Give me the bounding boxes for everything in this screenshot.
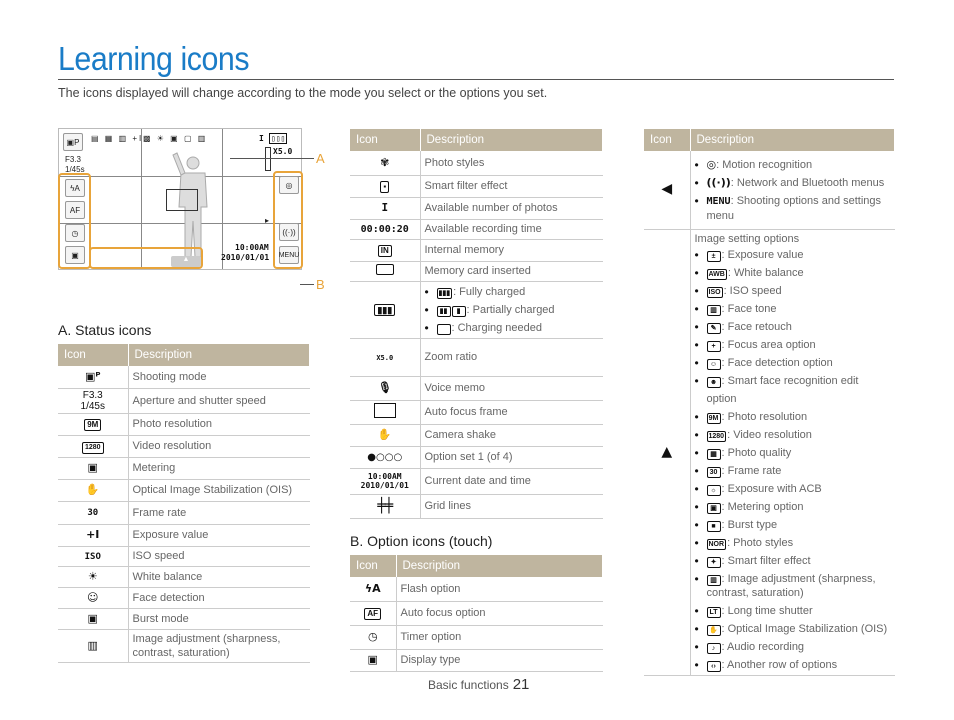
battery-partial-item bbox=[425, 301, 599, 319]
motion-recognition-item bbox=[695, 156, 891, 174]
status-desc: White balance bbox=[128, 566, 310, 587]
screen-time: 10:00AM bbox=[235, 243, 269, 252]
video-resolution-icon: 1280 bbox=[708, 432, 725, 440]
motion-recognition-icon: ◎ bbox=[706, 158, 717, 172]
motion-recognition-button[interactable]: ◎ bbox=[279, 176, 299, 194]
recording-time-text: 00:00:20 bbox=[360, 223, 409, 235]
internal-memory-icon: IN bbox=[378, 245, 392, 257]
setting-item bbox=[695, 620, 891, 638]
mid-desc: Memory card inserted bbox=[420, 261, 603, 281]
image-setting-list bbox=[695, 246, 891, 674]
status-desc: Video resolution bbox=[128, 435, 310, 457]
status-icons-heading: A. Status icons bbox=[58, 322, 152, 338]
network-button[interactable]: ((·)) bbox=[279, 223, 299, 241]
shutter-text: 1/45s bbox=[80, 400, 105, 412]
display-button[interactable]: ▣ bbox=[65, 246, 85, 264]
menu-item bbox=[695, 192, 891, 223]
flash-button[interactable]: ϟA bbox=[65, 179, 85, 197]
touch-desc: Timer option bbox=[396, 625, 603, 649]
audio-recording-icon: ♪ bbox=[707, 643, 721, 654]
setting-label: : Exposure value bbox=[721, 248, 804, 261]
camera-p-icon: ▣ᴾ bbox=[85, 369, 101, 383]
touch-desc: Display type bbox=[396, 649, 603, 671]
status-desc: Metering bbox=[128, 457, 310, 479]
face-tone-icon: ▥ bbox=[707, 305, 721, 316]
setting-label: : Long time shutter bbox=[721, 604, 813, 617]
setting-label: : Smart face recognition edit option bbox=[706, 374, 859, 405]
battery-empty-label: : Charging needed bbox=[451, 321, 543, 334]
video-resolution-icon: 1280 bbox=[82, 442, 104, 454]
network-item bbox=[695, 174, 891, 192]
status-icon-row: ▤ ▦ ▥ +I bbox=[91, 134, 144, 143]
setting-label: : Another row of options bbox=[721, 658, 838, 671]
left-items-list bbox=[695, 156, 891, 223]
photo-styles-icon: NOR bbox=[708, 540, 725, 548]
metering-icon: ▣ bbox=[87, 461, 98, 474]
another-row-icon: ‹› bbox=[707, 661, 721, 672]
battery-empty-item bbox=[425, 319, 599, 337]
callout-line-b bbox=[300, 284, 314, 285]
ois-icon: ✋ bbox=[707, 625, 721, 636]
status-icons-table bbox=[58, 344, 310, 663]
setting-item bbox=[695, 444, 891, 462]
setting-item bbox=[695, 602, 891, 620]
setting-item bbox=[695, 656, 891, 674]
setting-label: : Burst type bbox=[721, 518, 778, 531]
grid-line bbox=[222, 129, 223, 269]
setting-item bbox=[695, 570, 891, 602]
setting-label: : Frame rate bbox=[721, 464, 782, 477]
status-desc: Face detection bbox=[128, 587, 310, 608]
setting-item bbox=[695, 246, 891, 264]
col-desc: Description bbox=[128, 344, 310, 366]
setting-label: : Metering option bbox=[721, 500, 804, 513]
callout-a: A bbox=[316, 151, 325, 166]
col-desc: Description bbox=[420, 129, 603, 151]
status-desc: Frame rate bbox=[128, 501, 310, 524]
mid-desc: Available number of photos bbox=[420, 197, 603, 219]
scroll-arrow-icon[interactable]: ▸ bbox=[265, 216, 270, 225]
setting-label: : Photo quality bbox=[721, 446, 792, 459]
face-detection-icon: ☺ bbox=[87, 590, 99, 604]
grid-lines-icon: ╪╪ bbox=[377, 497, 393, 514]
setting-label: : Photo styles bbox=[727, 536, 794, 549]
mid-desc: Voice memo bbox=[420, 376, 603, 400]
zoom-ratio-icon: X5.0 bbox=[376, 353, 394, 362]
photo-styles-icon: ✾ bbox=[380, 155, 390, 169]
status-desc: Image adjustment (sharpness, contrast, saturation) bbox=[128, 629, 310, 662]
mid-desc: Camera shake bbox=[420, 424, 603, 446]
mid-desc: Option set 1 (of 4) bbox=[420, 446, 603, 468]
zoom-bar bbox=[265, 147, 271, 171]
display-type-icon: ▣ bbox=[367, 653, 378, 666]
exposure-value-icon: +I bbox=[86, 528, 100, 541]
mid-desc: Available recording time bbox=[420, 219, 603, 239]
camera-screen-diagram bbox=[58, 128, 302, 270]
memory-card-icon bbox=[376, 264, 394, 275]
burst-icon: ■ bbox=[707, 521, 721, 532]
af-icon: AF bbox=[364, 608, 381, 620]
count-icon: I bbox=[381, 201, 389, 214]
smart-face-icon: ☻ bbox=[707, 377, 721, 388]
page-number: 21 bbox=[512, 676, 530, 693]
option-set-icon: ●○○○ bbox=[367, 451, 403, 463]
setting-item bbox=[695, 318, 891, 336]
setting-label: : Video resolution bbox=[727, 428, 812, 441]
status-desc: Photo resolution bbox=[128, 413, 310, 435]
battery-partial-icon: ▮▮ bbox=[437, 306, 451, 317]
ois-hand-icon: ✋ bbox=[85, 483, 100, 496]
image-setting-heading: Image setting options bbox=[694, 232, 800, 245]
setting-label: : Focus area option bbox=[721, 338, 816, 351]
callout-b: B bbox=[316, 277, 325, 292]
setting-item bbox=[695, 638, 891, 656]
footer-label: Basic functions bbox=[428, 678, 509, 692]
highlight-right-buttons bbox=[273, 171, 303, 269]
smart-filter-icon: ▪ bbox=[380, 181, 389, 193]
setting-item bbox=[695, 426, 891, 444]
image-adjust-icon: ▥ bbox=[707, 575, 721, 586]
setting-label: : Photo resolution bbox=[721, 410, 808, 423]
network-icon: ((·)) bbox=[706, 176, 731, 190]
burst-icon: ▣ bbox=[87, 611, 98, 625]
status-desc: Exposure value bbox=[128, 524, 310, 546]
setting-label: : Face detection option bbox=[721, 356, 833, 369]
page-footer bbox=[428, 676, 529, 693]
mid-desc: Zoom ratio bbox=[420, 338, 603, 376]
zoom-ratio: X5.0 bbox=[273, 147, 293, 156]
frame-rate-icon: 30 bbox=[707, 467, 721, 478]
time-text: 10:00AM bbox=[367, 472, 402, 481]
setting-item bbox=[695, 462, 891, 480]
col-desc: Description bbox=[396, 555, 603, 577]
photo-quality-icon: ▦ bbox=[707, 449, 721, 460]
setting-item bbox=[695, 480, 891, 498]
photo-resolution-icon: 9M bbox=[707, 413, 721, 424]
setting-label: : White balance bbox=[727, 266, 804, 279]
setting-item bbox=[695, 498, 891, 516]
mid-desc: Auto focus frame bbox=[420, 400, 603, 424]
battery-status-list bbox=[425, 283, 599, 337]
mid-desc: Internal memory bbox=[420, 239, 603, 261]
setting-item bbox=[695, 282, 891, 300]
count-indicator: I bbox=[259, 134, 264, 143]
indicator-icons-table bbox=[350, 129, 603, 519]
flash-icon: ϟA bbox=[364, 581, 381, 595]
col-icon: Icon bbox=[644, 129, 690, 151]
mid-desc: Smart filter effect bbox=[420, 175, 603, 197]
left-item-label: : Network and Bluetooth menus bbox=[730, 177, 885, 190]
setting-item bbox=[695, 408, 891, 426]
battery-empty-icon bbox=[437, 324, 451, 335]
battery-full-label: : Fully charged bbox=[453, 285, 526, 298]
shutter-speed: 1/45s bbox=[65, 165, 85, 174]
sun-icon: ☀ bbox=[87, 569, 98, 583]
battery-low-icon: ▮ bbox=[452, 306, 466, 317]
status-desc: Aperture and shutter speed bbox=[128, 388, 310, 413]
menu-button[interactable]: MENU bbox=[279, 246, 299, 264]
menu-icon: MENU bbox=[706, 196, 731, 208]
exposure-value-icon: ± bbox=[707, 251, 721, 262]
setting-item bbox=[695, 552, 891, 570]
option-icons-heading: B. Option icons (touch) bbox=[350, 533, 493, 549]
touch-desc: Flash option bbox=[396, 577, 603, 601]
status-desc: Shooting mode bbox=[128, 366, 310, 388]
long-shutter-icon: LT bbox=[707, 607, 721, 618]
touch-desc: Auto focus option bbox=[396, 601, 603, 625]
aperture-value: F3.3 bbox=[65, 155, 82, 164]
face-detection-icon: ☺ bbox=[707, 359, 721, 370]
camera-p-icon: ▣P bbox=[63, 133, 83, 151]
setting-label: : Audio recording bbox=[721, 640, 805, 653]
battery-full-icon: ▮▮▮ bbox=[374, 304, 395, 316]
status-desc: ISO speed bbox=[128, 546, 310, 566]
title-rule bbox=[58, 79, 894, 80]
aperture-text: F3.3 bbox=[82, 389, 103, 401]
highlight-left-buttons bbox=[58, 173, 91, 269]
callout-line-a bbox=[230, 158, 314, 159]
left-item-label: : Motion recognition bbox=[716, 159, 813, 172]
image-adjust-icon: ▥ bbox=[87, 638, 98, 652]
frame-rate-icon: 30 bbox=[87, 508, 99, 518]
face-retouch-icon: ✎ bbox=[707, 323, 721, 334]
acb-icon: ☼ bbox=[707, 485, 721, 496]
battery-icon: ▯▯▯ bbox=[271, 134, 286, 143]
setting-item bbox=[695, 300, 891, 318]
page-subtitle: The icons displayed will change according to the mode you select or the options you set. bbox=[58, 86, 548, 100]
highlight-bottom-bar bbox=[89, 247, 203, 269]
timer-icon: ◷ bbox=[367, 630, 378, 643]
col-icon: Icon bbox=[350, 129, 420, 151]
setting-item bbox=[695, 354, 891, 372]
smart-filter-icon: ✦ bbox=[707, 557, 721, 568]
battery-partial-label: : Partially charged bbox=[466, 303, 555, 316]
col-icon: Icon bbox=[350, 555, 396, 577]
setting-item bbox=[695, 264, 891, 282]
setting-label: : Optical Image Stabilization (OIS) bbox=[721, 622, 888, 635]
iso-icon: ISO bbox=[708, 288, 721, 296]
scroll-up-tab[interactable]: ▲ bbox=[171, 256, 201, 267]
af-frame-icon bbox=[374, 403, 396, 418]
setting-label: : Face retouch bbox=[721, 320, 792, 333]
col-desc: Description bbox=[690, 129, 895, 151]
focus-area-icon: + bbox=[707, 341, 721, 352]
option-icons-table bbox=[350, 555, 603, 672]
status-desc: Optical Image Stabilization (OIS) bbox=[128, 479, 310, 501]
setting-label: : Smart filter effect bbox=[721, 554, 811, 567]
mid-desc: Photo styles bbox=[420, 151, 603, 175]
mid-desc: Current date and time bbox=[420, 468, 603, 494]
col-icon: Icon bbox=[58, 344, 128, 366]
setting-item bbox=[695, 534, 891, 552]
page-title: Learning icons bbox=[58, 40, 250, 77]
voice-memo-icon: 🎙 bbox=[377, 381, 392, 394]
setting-item bbox=[695, 516, 891, 534]
battery-full-icon: ▮▮▮ bbox=[438, 289, 451, 297]
setting-label: : Image adjustment (sharpness, contrast, saturation) bbox=[706, 572, 876, 599]
setting-label: : Face tone bbox=[721, 302, 777, 315]
left-item-label: : Shooting options and settings menu bbox=[706, 195, 882, 223]
up-arrow-icon: ▲ bbox=[661, 443, 673, 460]
left-arrow-icon: ◀ bbox=[661, 181, 673, 198]
iso-auto-icon: ISO bbox=[84, 551, 101, 562]
setting-label: : ISO speed bbox=[723, 284, 782, 297]
metering-icon: ▣ bbox=[707, 503, 721, 514]
status-desc: Burst mode bbox=[128, 608, 310, 629]
photo-resolution-icon: 9M bbox=[84, 419, 101, 431]
timer-button[interactable]: ◷ bbox=[65, 224, 85, 242]
battery-full-item bbox=[425, 283, 599, 301]
setting-item bbox=[695, 336, 891, 354]
mid-desc: Grid lines bbox=[420, 494, 603, 518]
setting-label: : Exposure with ACB bbox=[721, 482, 822, 495]
af-button[interactable]: AF bbox=[65, 201, 85, 219]
screen-date: 2010/01/01 bbox=[221, 253, 270, 262]
camera-shake-icon: ✋ bbox=[377, 428, 392, 441]
white-balance-icon: AWB bbox=[708, 270, 725, 278]
af-frame bbox=[166, 189, 198, 211]
date-text: 2010/01/01 bbox=[360, 481, 409, 490]
touch-icons-table bbox=[644, 129, 895, 676]
status-icon-row-2: ▩ ☀ ▣ ▢ ▥ bbox=[143, 134, 208, 143]
setting-item bbox=[695, 372, 891, 408]
